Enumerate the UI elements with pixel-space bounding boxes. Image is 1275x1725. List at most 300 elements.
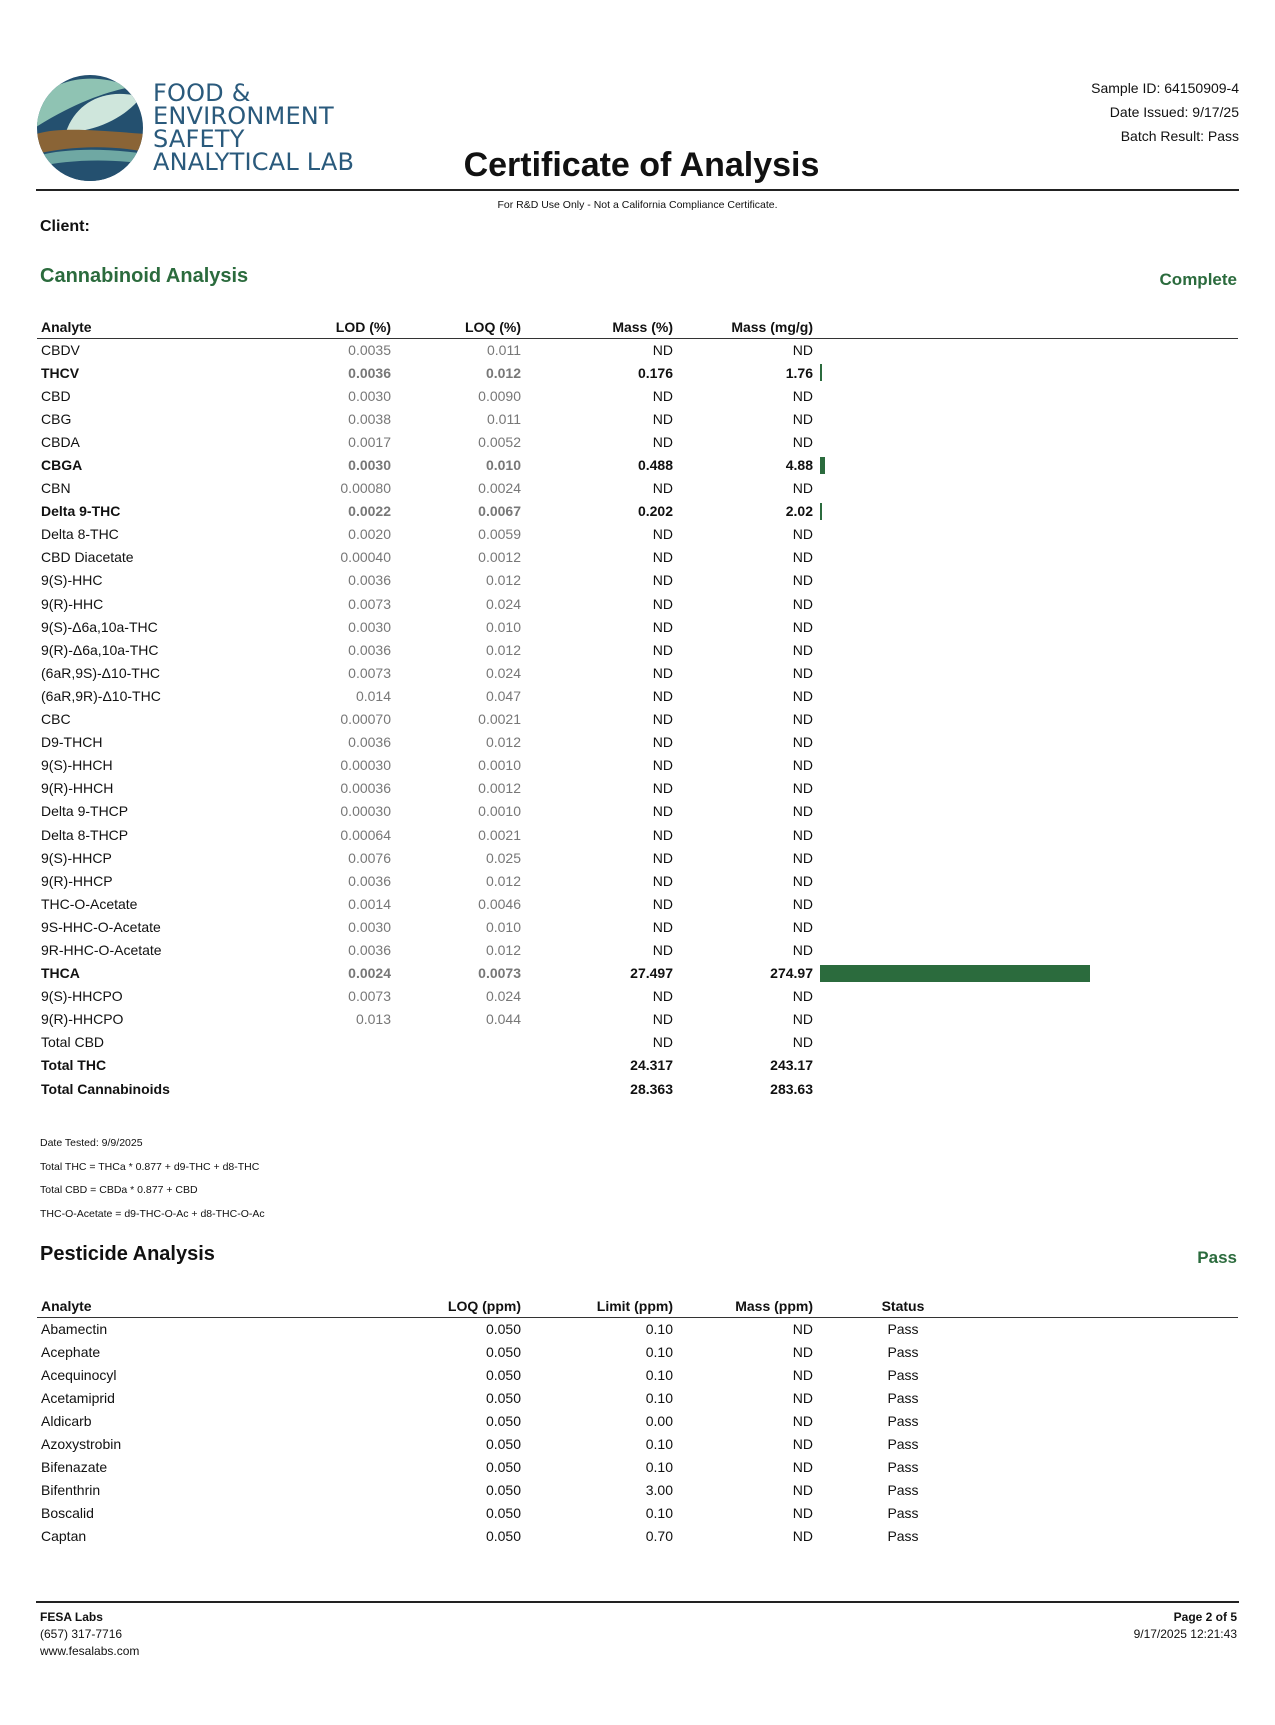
mass-pct-cell: ND [652, 941, 673, 958]
pesticide-row [37, 1479, 1238, 1502]
analyte-cell: 9(S)-HHCPO [41, 988, 123, 1005]
lod-cell: 0.00080 [340, 480, 391, 497]
cannabinoid-row [37, 869, 1238, 892]
status-cell: Pass [887, 1528, 919, 1545]
mass-pct-cell: ND [652, 918, 673, 935]
mass-mgg-cell: ND [792, 410, 813, 427]
loq-cell: 0.0024 [478, 480, 521, 497]
cannabinoid-status: Complete [1159, 270, 1237, 289]
lod-cell: 0.0036 [348, 364, 391, 381]
cannabinoid-row [37, 800, 1238, 823]
cannabinoid-row [37, 1054, 1238, 1077]
analyte-cell: CBC [41, 711, 71, 728]
mass-mgg-cell: ND [792, 711, 813, 728]
status-cell: Pass [887, 1412, 919, 1429]
bar-cell [813, 638, 1238, 661]
mass-mgg-cell: ND [792, 572, 813, 589]
cannabinoid-row [37, 500, 1238, 523]
loq-cell [391, 1077, 521, 1100]
mass-pct-cell: ND [652, 826, 673, 843]
analyte-cell: 9(R)-Δ6a,10a-THC [41, 641, 159, 658]
bar-cell [813, 777, 1238, 800]
lod-cell: 0.00040 [340, 549, 391, 566]
cannabinoid-row [37, 546, 1238, 569]
col-analyte: Analyte [37, 1295, 337, 1317]
logo-line-4: ANALYTICAL LAB [153, 148, 355, 176]
mass-pct-cell: ND [652, 895, 673, 912]
footer-contact [40, 1609, 139, 1660]
mass-mgg-cell: ND [792, 618, 813, 635]
bar-cell [813, 938, 1238, 961]
lod-cell: 0.0036 [348, 941, 391, 958]
print-timestamp: 9/17/2025 12:21:43 [1133, 1627, 1237, 1641]
bar-cell [813, 592, 1238, 615]
cannabinoid-row [37, 731, 1238, 754]
footer-lab-name: FESA Labs [40, 1610, 103, 1624]
analyte-cell: (6aR,9R)-Δ10-THC [41, 687, 161, 704]
lod-cell: 0.0076 [348, 849, 391, 866]
pesticide-row [37, 1502, 1238, 1525]
mass-mgg-cell: ND [792, 387, 813, 404]
mass-pct-cell: ND [652, 988, 673, 1005]
analyte-cell: Acequinocyl [41, 1366, 117, 1383]
mass-cell: ND [792, 1505, 813, 1522]
col-mass: Mass (ppm) [673, 1295, 813, 1317]
mass-pct-cell: ND [652, 641, 673, 658]
analyte-cell: CBD Diacetate [41, 549, 134, 566]
analyte-cell: 9(S)-Δ6a,10a-THC [41, 618, 158, 635]
loq-cell: 0.012 [485, 641, 521, 658]
cannabinoid-row [37, 846, 1238, 869]
lod-cell: 0.0035 [348, 341, 391, 358]
lod-cell: 0.0030 [348, 387, 391, 404]
footer-phone: (657) 317-7716 [40, 1627, 123, 1641]
page-number: Page 2 of 5 [1173, 1610, 1237, 1624]
mass-pct-cell: 0.176 [637, 364, 673, 381]
analyte-cell: 9(S)-HHCP [41, 849, 112, 866]
cannabinoid-row [37, 754, 1238, 777]
analyte-cell: Bifenazate [41, 1459, 108, 1476]
pesticide-row [37, 1363, 1238, 1386]
status-cell: Pass [887, 1343, 919, 1360]
logo-line-2: ENVIRONMENT [153, 102, 334, 130]
loq-cell: 0.012 [485, 572, 521, 589]
mass-mgg-cell: ND [792, 549, 813, 566]
lod-cell: 0.00070 [340, 711, 391, 728]
loq-cell: 0.0046 [478, 895, 521, 912]
lod-cell: 0.0038 [348, 410, 391, 427]
loq-cell: 0.0021 [478, 711, 521, 728]
mass-pct-cell: ND [652, 480, 673, 497]
loq-cell: 0.050 [485, 1505, 521, 1522]
analyte-cell: Delta 8-THC [41, 526, 119, 543]
limit-cell: 0.10 [645, 1459, 673, 1476]
lod-cell: 0.00030 [340, 803, 391, 820]
col-loq: LOQ (ppm) [337, 1295, 521, 1317]
mass-pct-cell: ND [652, 549, 673, 566]
bar-cell [813, 869, 1238, 892]
spacer-cell [993, 1340, 1238, 1363]
loq-cell: 0.0012 [478, 780, 521, 797]
mass-mgg-cell: ND [792, 941, 813, 958]
spacer-cell [993, 1456, 1238, 1479]
lod-cell: 0.00064 [340, 826, 391, 843]
mass-pct-cell: ND [652, 1034, 673, 1051]
bar-cell [813, 731, 1238, 754]
lod-cell: 0.0073 [348, 595, 391, 612]
spacer-cell [993, 1386, 1238, 1409]
loq-cell: 0.0067 [478, 503, 521, 520]
analyte-cell: Aldicarb [41, 1412, 92, 1429]
mass-mgg-cell: ND [792, 687, 813, 704]
mass-cell: ND [792, 1482, 813, 1499]
cannabinoid-row [37, 823, 1238, 846]
mass-pct-cell: 27.497 [630, 965, 673, 982]
lod-cell: 0.0020 [348, 526, 391, 543]
loq-cell: 0.010 [485, 618, 521, 635]
analyte-cell: CBGA [41, 457, 83, 474]
lod-cell: 0.0030 [348, 618, 391, 635]
cannabinoid-row [37, 453, 1238, 476]
mass-mgg-cell: ND [792, 988, 813, 1005]
cannabinoid-row [37, 430, 1238, 453]
loq-cell: 0.044 [485, 1011, 521, 1028]
spacer-cell [993, 1525, 1238, 1548]
cannabinoid-row [37, 338, 1238, 361]
mass-mgg-cell: ND [792, 1034, 813, 1051]
bar-cell [813, 384, 1238, 407]
client-label: Client: [40, 218, 90, 235]
pesticide-section-title: Pesticide Analysis [40, 1243, 215, 1265]
loq-cell: 0.0012 [478, 549, 521, 566]
mass-mgg-cell: ND [792, 1011, 813, 1028]
mass-cell: ND [792, 1459, 813, 1476]
cannabinoid-row [37, 592, 1238, 615]
mass-mgg-cell: 243.17 [770, 1057, 813, 1074]
analyte-cell: (6aR,9S)-Δ10-THC [41, 664, 161, 681]
cannabinoid-row [37, 638, 1238, 661]
analyte-cell: 9(R)-HHCH [41, 780, 114, 797]
limit-cell: 0.10 [645, 1389, 673, 1406]
mass-bar [820, 503, 822, 520]
bar-cell [813, 569, 1238, 592]
mass-pct-cell: ND [652, 387, 673, 404]
bar-cell [813, 985, 1238, 1008]
bar-cell [813, 892, 1238, 915]
footer-website: www.fesalabs.com [40, 1644, 140, 1658]
mass-pct-cell: ND [652, 410, 673, 427]
limit-cell: 0.10 [645, 1320, 673, 1337]
spacer-cell [993, 1317, 1238, 1340]
bar-cell [813, 1077, 1238, 1100]
lod-cell: 0.0014 [348, 895, 391, 912]
loq-cell: 0.050 [485, 1343, 521, 1360]
cannabinoid-row [37, 1031, 1238, 1054]
loq-cell: 0.0010 [478, 803, 521, 820]
loq-cell: 0.050 [485, 1528, 521, 1545]
bar-cell [813, 546, 1238, 569]
spacer-cell [993, 1479, 1238, 1502]
analyte-cell: CBG [41, 410, 72, 427]
mass-mgg-cell: 4.88 [785, 457, 813, 474]
note-date-tested: Date Tested: 9/9/2025 [40, 1137, 143, 1149]
logo-line-3: SAFETY [153, 125, 245, 153]
mass-mgg-cell: ND [792, 526, 813, 543]
lod-cell: 0.0073 [348, 664, 391, 681]
mass-cell: ND [792, 1320, 813, 1337]
mass-pct-cell: 28.363 [630, 1080, 673, 1097]
loq-cell: 0.050 [485, 1320, 521, 1337]
cannabinoid-notes [40, 1132, 265, 1226]
cannabinoid-row [37, 892, 1238, 915]
mass-pct-cell: ND [652, 734, 673, 751]
loq-cell: 0.012 [485, 734, 521, 751]
cannabinoid-header-row [37, 316, 1238, 338]
mass-mgg-cell: ND [792, 641, 813, 658]
limit-cell: 0.10 [645, 1436, 673, 1453]
spacer-cell [993, 1432, 1238, 1455]
mass-mgg-cell: 283.63 [770, 1080, 813, 1097]
loq-cell [391, 1031, 521, 1054]
cannabinoid-row [37, 684, 1238, 707]
status-cell: Pass [887, 1459, 919, 1476]
col-spacer [993, 1295, 1238, 1317]
pesticide-row [37, 1525, 1238, 1548]
col-lod: LOD (%) [251, 316, 391, 338]
loq-cell: 0.0059 [478, 526, 521, 543]
lod-cell: 0.0024 [348, 965, 391, 982]
mass-pct-cell: 0.202 [637, 503, 673, 520]
lod-cell: 0.0022 [348, 503, 391, 520]
bar-cell [813, 1054, 1238, 1077]
loq-cell: 0.024 [485, 988, 521, 1005]
cannabinoid-row [37, 615, 1238, 638]
pesticide-row [37, 1386, 1238, 1409]
status-cell: Pass [887, 1320, 919, 1337]
note-total-cbd: Total CBD = CBDa * 0.877 + CBD [40, 1184, 198, 1196]
col-status: Status [813, 1295, 993, 1317]
sample-meta [1091, 76, 1239, 148]
analyte-cell: Captan [41, 1528, 87, 1545]
lod-cell: 0.013 [355, 1011, 391, 1028]
bar-cell [813, 1031, 1238, 1054]
bar-cell [813, 1008, 1238, 1031]
loq-cell: 0.0090 [478, 387, 521, 404]
mass-mgg-cell: ND [792, 895, 813, 912]
loq-cell: 0.0010 [478, 757, 521, 774]
analyte-cell: 9(S)-HHC [41, 572, 103, 589]
cannabinoid-row [37, 407, 1238, 430]
cannabinoid-section-title: Cannabinoid Analysis [40, 265, 249, 287]
cannabinoid-row [37, 661, 1238, 684]
loq-cell: 0.050 [485, 1412, 521, 1429]
loq-cell: 0.050 [485, 1366, 521, 1383]
analyte-cell: Total Cannabinoids [41, 1080, 170, 1097]
mass-pct-cell: ND [652, 803, 673, 820]
mass-mgg-cell: ND [792, 757, 813, 774]
mass-pct-cell: ND [652, 341, 673, 358]
bar-cell [813, 823, 1238, 846]
mass-pct-cell: ND [652, 526, 673, 543]
col-bar [813, 316, 1238, 338]
mass-pct-cell: 24.317 [630, 1057, 673, 1074]
limit-cell: 0.10 [645, 1366, 673, 1383]
analyte-cell: Acephate [41, 1343, 101, 1360]
cannabinoid-row [37, 938, 1238, 961]
limit-cell: 0.10 [645, 1343, 673, 1360]
loq-cell [391, 1054, 521, 1077]
lod-cell: 0.0030 [348, 918, 391, 935]
mass-pct-cell: ND [652, 711, 673, 728]
mass-mgg-cell: ND [792, 595, 813, 612]
lod-cell: 0.00036 [340, 780, 391, 797]
pesticide-row [37, 1317, 1238, 1340]
mass-pct-cell: ND [652, 687, 673, 704]
cannabinoid-row [37, 1008, 1238, 1031]
col-mass-pct: Mass (%) [521, 316, 673, 338]
bar-cell [813, 523, 1238, 546]
mass-pct-cell: ND [652, 1011, 673, 1028]
analyte-cell: D9-THCH [41, 734, 103, 751]
mass-pct-cell: ND [652, 572, 673, 589]
analyte-cell: Delta 9-THC [41, 503, 121, 520]
limit-cell: 3.00 [645, 1482, 673, 1499]
col-mass-mgg: Mass (mg/g) [673, 316, 813, 338]
cannabinoid-row [37, 569, 1238, 592]
lod-cell [251, 1031, 391, 1054]
mass-pct-cell: ND [652, 433, 673, 450]
limit-cell: 0.00 [645, 1412, 673, 1429]
mass-mgg-cell: ND [792, 664, 813, 681]
cannabinoid-row [37, 1077, 1238, 1100]
analyte-cell: Total CBD [41, 1034, 105, 1051]
pesticide-header-row [37, 1295, 1238, 1317]
spacer-cell [993, 1502, 1238, 1525]
sample-id: Sample ID: 64150909-4 [1091, 80, 1239, 96]
col-analyte: Analyte [37, 316, 251, 338]
bar-cell [813, 915, 1238, 938]
analyte-cell: 9(R)-HHCP [41, 872, 113, 889]
analyte-cell: CBN [41, 480, 71, 497]
analyte-cell: 9(R)-HHC [41, 595, 104, 612]
col-limit: Limit (ppm) [521, 1295, 673, 1317]
loq-cell: 0.010 [485, 918, 521, 935]
mass-mgg-cell: ND [792, 780, 813, 797]
limit-cell: 0.10 [645, 1505, 673, 1522]
status-cell: Pass [887, 1389, 919, 1406]
lod-cell [251, 1054, 391, 1077]
mass-mgg-cell: ND [792, 734, 813, 751]
lod-cell: 0.0036 [348, 734, 391, 751]
bar-cell [813, 615, 1238, 638]
lod-cell: 0.0073 [348, 988, 391, 1005]
bar-cell [813, 338, 1238, 361]
bar-cell [813, 500, 1238, 523]
loq-cell: 0.025 [485, 849, 521, 866]
loq-cell: 0.050 [485, 1436, 521, 1453]
loq-cell: 0.0073 [478, 965, 521, 982]
logo-line-1: FOOD & [153, 79, 251, 107]
lod-cell: 0.0036 [348, 641, 391, 658]
status-cell: Pass [887, 1482, 919, 1499]
loq-cell: 0.050 [485, 1389, 521, 1406]
mass-bar [820, 364, 822, 381]
mass-cell: ND [792, 1436, 813, 1453]
loq-cell: 0.011 [487, 410, 521, 427]
cannabinoid-row [37, 477, 1238, 500]
mass-mgg-cell: ND [792, 433, 813, 450]
batch-result: Batch Result: Pass [1120, 128, 1239, 144]
pesticide-row [37, 1456, 1238, 1479]
footer-pagination [1134, 1609, 1237, 1643]
mass-pct-cell: ND [652, 595, 673, 612]
pesticide-row [37, 1409, 1238, 1432]
loq-cell: 0.010 [485, 457, 521, 474]
analyte-cell: 9R-HHC-O-Acetate [41, 941, 162, 958]
cannabinoid-row [37, 708, 1238, 731]
mass-bar [820, 457, 825, 474]
mass-mgg-cell: ND [792, 480, 813, 497]
status-cell: Pass [887, 1505, 919, 1522]
loq-cell: 0.012 [485, 872, 521, 889]
pesticide-row [37, 1340, 1238, 1363]
cannabinoid-row [37, 777, 1238, 800]
pesticide-status: Pass [1197, 1248, 1237, 1267]
cannabinoid-row [37, 361, 1238, 384]
mass-bar [820, 965, 1090, 982]
analyte-cell: 9(S)-HHCH [41, 757, 113, 774]
header-divider [36, 189, 1239, 191]
mass-mgg-cell: ND [792, 803, 813, 820]
footer-divider [36, 1601, 1239, 1603]
mass-mgg-cell: ND [792, 849, 813, 866]
cannabinoid-table [37, 316, 1238, 1100]
bar-cell [813, 477, 1238, 500]
analyte-cell: Acetamiprid [41, 1389, 115, 1406]
analyte-cell: 9(R)-HHCPO [41, 1011, 124, 1028]
lod-cell: 0.0017 [348, 433, 391, 450]
mass-mgg-cell: ND [792, 872, 813, 889]
document-title: Certificate of Analysis [463, 146, 820, 184]
bar-cell [813, 754, 1238, 777]
analyte-cell: Azoxystrobin [41, 1436, 122, 1453]
mass-cell: ND [792, 1528, 813, 1545]
mass-pct-cell: ND [652, 757, 673, 774]
loq-cell: 0.012 [485, 941, 521, 958]
note-thc-o-acetate: THC-O-Acetate = d9-THC-O-Ac + d8-THC-O-Ac [40, 1207, 265, 1220]
analyte-cell: Boscalid [41, 1505, 94, 1522]
pesticide-row [37, 1432, 1238, 1455]
mass-mgg-cell: 274.97 [770, 965, 813, 982]
analyte-cell: CBDA [41, 433, 80, 450]
analyte-cell: THCA [41, 965, 80, 982]
mass-cell: ND [792, 1412, 813, 1429]
cannabinoid-row [37, 985, 1238, 1008]
lod-cell: 0.014 [355, 687, 391, 704]
loq-cell: 0.011 [487, 341, 521, 358]
loq-cell: 0.050 [485, 1482, 521, 1499]
analyte-cell: Abamectin [41, 1320, 108, 1337]
spacer-cell [993, 1363, 1238, 1386]
bar-cell [813, 684, 1238, 707]
mass-cell: ND [792, 1389, 813, 1406]
col-loq: LOQ (%) [391, 316, 521, 338]
loq-cell: 0.0021 [478, 826, 521, 843]
mass-mgg-cell: ND [792, 826, 813, 843]
mass-pct-cell: ND [652, 664, 673, 681]
analyte-cell: CBDV [41, 341, 80, 358]
analyte-cell: Delta 8-THCP [41, 826, 129, 843]
